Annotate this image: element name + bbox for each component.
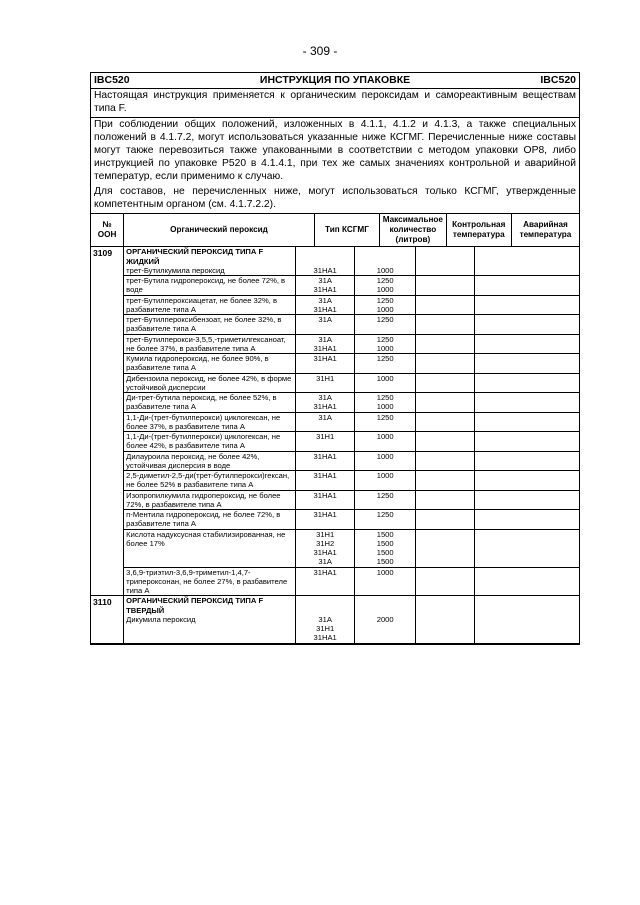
max-qty-value: 1500 (376, 538, 394, 548)
un-number: 3109 (91, 247, 124, 596)
max-qty (354, 413, 415, 432)
ibc-type (295, 354, 354, 373)
ibc-type-value: 31H1 (316, 432, 335, 442)
ibc-type (295, 393, 354, 412)
max-qty-value: 1250 (376, 276, 394, 286)
ibc-type-value: 31A (318, 412, 332, 422)
ibc-type-value: 31HA1 (313, 451, 337, 461)
ibc-type-value: 31HA1 (313, 354, 337, 364)
empty-cell (474, 596, 532, 615)
emergency-temp (474, 276, 532, 295)
max-qty (354, 491, 415, 510)
max-qty (354, 452, 415, 471)
max-qty-value: 1000 (376, 373, 394, 383)
max-qty-value: 1500 (376, 529, 394, 539)
emergency-temp (474, 393, 532, 412)
max-qty-value: 1500 (376, 548, 394, 558)
max-qty-value: 1000 (376, 285, 394, 295)
max-qty-value: 1250 (376, 334, 394, 344)
max-qty (354, 393, 415, 412)
un-number: 3110 (91, 596, 124, 643)
table-header-row (91, 213, 579, 247)
control-temp (415, 266, 474, 275)
table-row (124, 295, 579, 315)
emergency-temp (474, 296, 532, 315)
peroxide-name: 2,5-диметил-2,5-ди(трет-бутилперокси)гексан, не более 52% в разбавителе типа А (126, 471, 290, 490)
peroxide-name: Дикумила пероксид (126, 614, 196, 624)
section-title-row (124, 596, 579, 615)
ibc-type (295, 335, 354, 354)
col-header-max-qty: Максимальное количество (литров) (380, 213, 446, 247)
peroxide-name: трет-Бутилпероксибензоат, не более 32%, в разбавителе типа А (126, 315, 282, 334)
max-qty-value: 1250 (376, 315, 394, 325)
emergency-temp (474, 354, 532, 373)
max-qty (354, 432, 415, 451)
control-temp (415, 452, 474, 471)
ibc-type (295, 510, 354, 529)
table-row (124, 392, 579, 412)
table-row (124, 373, 579, 393)
header-title: ИНСТРУКЦИЯ ПО УПАКОВКЕ (259, 74, 411, 86)
control-temp (415, 568, 474, 596)
emergency-temp (474, 568, 532, 596)
ibc-type (295, 315, 354, 334)
emergency-temp (474, 491, 532, 510)
ibc-type-value: 31HA1 (313, 402, 337, 412)
peroxide-name: трет-Бутила гидропероксид, не более 72%, в воде (126, 276, 286, 295)
table-row (124, 615, 579, 643)
control-temp (415, 471, 474, 490)
empty-cell (474, 247, 532, 266)
max-qty-value: 1000 (376, 343, 394, 353)
max-qty (354, 568, 415, 596)
peroxide-name: 1,1-Ди-(трет-бутилперокси) циклогексан, не более 37%, в разбавителе типа А (126, 412, 281, 431)
col-header-ibc-type: Тип КСГМГ (314, 213, 379, 247)
table-row (124, 334, 579, 354)
col-header-emergency-temp: Аварийная температура (511, 213, 579, 247)
empty-cell (415, 247, 474, 266)
empty-cell (295, 596, 354, 615)
emergency-temp (474, 615, 532, 643)
table-body (91, 247, 579, 643)
ibc-type-value: 31H1 (316, 373, 335, 383)
ibc-type-value: 31HA1 (313, 471, 337, 481)
max-qty-value: 1000 (376, 567, 394, 577)
peroxide-name: Кислота надуксусная стабилизированная, не более 17% (126, 529, 286, 548)
header-code-left: IBC520 (94, 74, 130, 86)
emergency-temp (474, 432, 532, 451)
ibc-type-value: 31H1 (316, 529, 335, 539)
max-qty-value: 1000 (376, 471, 394, 481)
section-title-row (124, 247, 579, 266)
emergency-temp (474, 335, 532, 354)
max-qty-value: 1250 (376, 393, 394, 403)
table-row (124, 275, 579, 295)
max-qty (354, 615, 415, 643)
peroxide-name: трет-Бутилкумила пероксид (126, 265, 225, 275)
table-row (124, 431, 579, 451)
ibc-type-value: 31A (318, 393, 332, 403)
max-qty (354, 354, 415, 373)
table-row (124, 529, 579, 567)
ibc-type (295, 452, 354, 471)
max-qty-value: 1250 (376, 295, 394, 305)
max-qty (354, 374, 415, 393)
control-temp (415, 432, 474, 451)
max-qty (354, 510, 415, 529)
ibc-type (295, 491, 354, 510)
ibc-type-value: 31HA1 (313, 567, 337, 577)
empty-cell (354, 596, 415, 615)
peroxide-name: Дибензоила пероксид, не более 42%, в форме устойчивой дисперсии (126, 373, 292, 392)
control-temp (415, 393, 474, 412)
control-temp (415, 413, 474, 432)
ibc-type-value: 31H2 (316, 538, 335, 548)
ibc-type-value: 31HA1 (313, 304, 337, 314)
ibc-type (295, 296, 354, 315)
emergency-temp (474, 471, 532, 490)
col-header-control-temp: Контрольная температура (446, 213, 511, 247)
emergency-temp (474, 374, 532, 393)
peroxide-name: 1,1-Ди-(трет-бутилперокси) циклогексан, не более 42%, в разбавителе типа А (126, 432, 281, 451)
table-row (124, 509, 579, 529)
ibc-type-value: 31HA1 (313, 285, 337, 295)
ibc-type (295, 276, 354, 295)
header-code-right: IBC520 (540, 74, 576, 86)
section-title: ОРГАНИЧЕСКИЙ ПЕРОКСИД ТИПА F ТВЕРДЫЙ (126, 596, 264, 615)
ibc-type-value: 31H1 (316, 624, 335, 634)
peroxide-name: трет-Бутилперокси-3,5,5,-триметилгексаноат, не более 37%, в разбавителе типа А (126, 334, 286, 353)
max-qty-value: 1000 (376, 304, 394, 314)
max-qty (354, 315, 415, 334)
emergency-temp (474, 530, 532, 567)
section-title: ОРГАНИЧЕСКИЙ ПЕРОКСИД ТИПА F ЖИДКИЙ (126, 247, 264, 266)
ibc-type (295, 530, 354, 567)
table-row (124, 353, 579, 373)
max-qty (354, 276, 415, 295)
control-temp (415, 354, 474, 373)
max-qty (354, 530, 415, 567)
emergency-temp (474, 266, 532, 275)
control-temp (415, 296, 474, 315)
table-row (124, 567, 579, 596)
max-qty-value: 1000 (376, 402, 394, 412)
col-header-un: № ООН (91, 213, 124, 247)
peroxide-name: Ди-трет-бутила пероксид, не более 52%, в разбавителе типа А (126, 393, 277, 412)
ibc-type-value: 31HA1 (313, 343, 337, 353)
peroxide-name: Изопропилкумила гидропероксид, не более 72%, в разбавителе типа А (126, 490, 281, 509)
control-temp (415, 491, 474, 510)
ibc-type (295, 413, 354, 432)
emergency-temp (474, 452, 532, 471)
max-qty (354, 296, 415, 315)
peroxide-name: 3,6,9-триэтил-3,6,9-триметил-1,4,7-трипероксонан, не более 27%, в разбавителе типа А (126, 567, 288, 596)
ibc-type-value: 31HA1 (313, 548, 337, 558)
emergency-temp (474, 315, 532, 334)
control-temp (415, 510, 474, 529)
ibc-type-value: 31A (318, 276, 332, 286)
peroxide-name: трет-Бутилпероксиацетат, не более 32%, в разбавителе типа А (126, 295, 277, 314)
empty-cell (295, 247, 354, 266)
control-temp (415, 374, 474, 393)
ibc-type (295, 432, 354, 451)
control-temp (415, 530, 474, 567)
ibc-type (295, 471, 354, 490)
col-header-peroxide: Органический пероксид (124, 213, 315, 247)
other-formulations-text: Для составов, не перечисленных ниже, могут использоваться только КСГМГ, утвержденные компетентным органом (см. 4.1.7.2.2). (94, 185, 576, 210)
table-row (124, 266, 579, 275)
emergency-temp (474, 510, 532, 529)
ibc-type-value: 31HA1 (313, 510, 337, 520)
ibc-type (295, 568, 354, 596)
table-row (124, 314, 579, 334)
control-temp (415, 315, 474, 334)
emergency-temp (474, 413, 532, 432)
ibc-type-value: 31A (318, 315, 332, 325)
table-row (124, 490, 579, 510)
table-row (124, 470, 579, 490)
max-qty (354, 471, 415, 490)
control-temp (415, 335, 474, 354)
max-qty-value: 1250 (376, 354, 394, 364)
max-qty (354, 266, 415, 275)
section-row (91, 247, 579, 596)
general-provisions-text: При соблюдении общих положений, изложенных в 4.1.1, 4.1.2 и 4.1.3, а также специальных положений в 4.1.7.2, могут использоваться указанные ниже КСГМГ. Перечисленные ниже составы могут также перевозиться также упакованными в соответствии с методом упаковки OP8, либо инструкцией по упаковке P520 в 4.1.4.1, при тех же самых значениях контрольной и аварийной температур, если применимо к случаю. (94, 118, 576, 182)
peroxide-name: Кумила гидропероксид, не более 90%, в разбавителе типа А (126, 354, 269, 373)
max-qty-value: 1250 (376, 490, 394, 500)
ibc-type-value: 31HA1 (313, 265, 337, 275)
ibc-type (295, 374, 354, 393)
ibc-type-value: 31HA1 (313, 633, 337, 643)
max-qty-value: 1000 (376, 432, 394, 442)
max-qty (354, 335, 415, 354)
table-row (124, 451, 579, 471)
peroxide-name: Дилауроила пероксид, не более 42%, устойчивая дисперсия в воде (126, 451, 260, 470)
empty-cell (415, 596, 474, 615)
section-content (124, 247, 579, 596)
ibc-type-value: 31A (318, 557, 332, 567)
max-qty-value: 1000 (376, 265, 394, 275)
max-qty-value: 2000 (376, 614, 394, 624)
ibc-type (295, 266, 354, 275)
peroxide-name: п-Ментила гидропероксид, не более 72%, в разбавителе типа А (126, 510, 281, 529)
max-qty-value: 1500 (376, 557, 394, 567)
packing-instruction-box (90, 72, 580, 645)
section-content (124, 596, 579, 643)
section-row (91, 596, 579, 643)
max-qty-value: 1000 (376, 451, 394, 461)
max-qty-value: 1250 (376, 412, 394, 422)
ibc-type (295, 615, 354, 643)
instruction-header (91, 73, 579, 89)
ibc-type-value: 31HA1 (313, 490, 337, 500)
max-qty-value: 1250 (376, 510, 394, 520)
ibc-type-value: 31A (318, 614, 332, 624)
ibc-type-value: 31A (318, 334, 332, 344)
control-temp (415, 615, 474, 643)
intro-text: Настоящая инструкция применяется к органическим пероксидам и самореактивным веществам типа F. (91, 89, 579, 118)
table-row (124, 412, 579, 432)
page-number: - 309 - (302, 44, 338, 58)
ibc-type-value: 31A (318, 295, 332, 305)
control-temp (415, 276, 474, 295)
peroxide-table (91, 213, 579, 644)
empty-cell (354, 247, 415, 266)
